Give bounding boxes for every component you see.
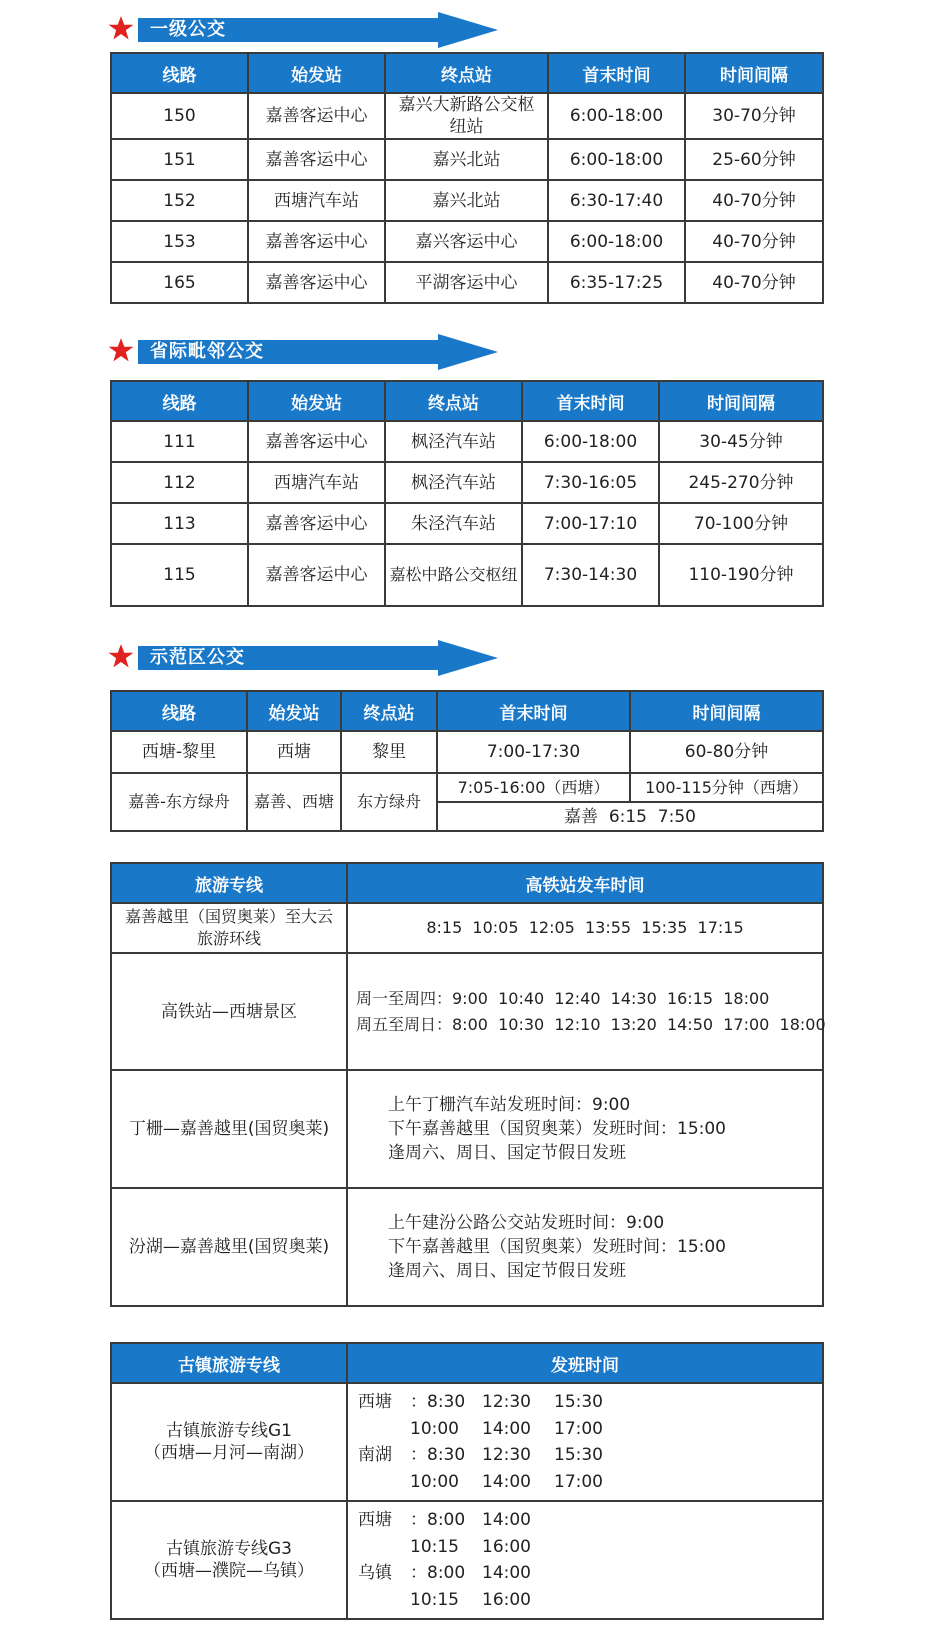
table-row xyxy=(111,262,823,303)
cell: 嘉善客运中心 xyxy=(248,421,385,462)
col-header: 时间间隔 xyxy=(659,381,823,421)
cell: 40-70分钟 xyxy=(685,221,823,262)
time xyxy=(554,1560,626,1587)
time: 10:00 xyxy=(410,1418,459,1439)
cell: 7:05-16:00（西塘） xyxy=(437,773,630,802)
cell: 高铁站—西塘景区 xyxy=(111,953,347,1070)
time: 14:00 xyxy=(482,1471,531,1492)
table-row xyxy=(111,139,823,180)
cell: 40-70分钟 xyxy=(685,180,823,221)
col-header: 始发站 xyxy=(247,691,341,731)
cell: 嘉善、西塘 xyxy=(247,773,341,831)
cell: 嘉兴北站 xyxy=(385,180,548,221)
schedule-line: 逢周六、周日、国定节假日发班 xyxy=(388,1143,626,1163)
cell: 70-100分钟 xyxy=(659,503,823,544)
cell xyxy=(111,1501,347,1619)
cell xyxy=(347,1070,823,1188)
table-interprovincial-bus xyxy=(110,380,824,607)
cell xyxy=(347,953,826,1070)
cell: 汾湖—嘉善越里(国贸奥莱) xyxy=(111,1188,347,1306)
table-row xyxy=(111,1188,823,1306)
table-header-row xyxy=(111,381,823,421)
cell: 7:00-17:10 xyxy=(522,503,659,544)
cell: 嘉善客运中心 xyxy=(248,503,385,544)
time: 14:00 xyxy=(482,1418,531,1439)
cell: 113 xyxy=(111,503,248,544)
time xyxy=(554,1534,626,1561)
schedule-line: 上午丁栅汽车站发班时间：9:00 xyxy=(388,1095,631,1115)
col-header: 高铁站发车时间 xyxy=(347,863,823,903)
cell: 7:00-17:30 xyxy=(437,731,630,773)
cell: 丁栅—嘉善越里(国贸奥莱) xyxy=(111,1070,347,1188)
cell: 嘉善 6:15 7:50 xyxy=(437,802,823,831)
cell: 115 xyxy=(111,544,248,606)
table-header-row xyxy=(111,691,823,731)
cell xyxy=(347,1383,823,1501)
cell: 嘉善客运中心 xyxy=(248,221,385,262)
departure-grid xyxy=(350,1507,820,1613)
cell xyxy=(347,1188,823,1306)
star-icon xyxy=(108,15,134,41)
cell: 嘉善越里（国贸奥莱）至大云旅游环线 xyxy=(111,903,347,953)
table-level1-bus xyxy=(110,52,824,304)
col-header: 时间间隔 xyxy=(685,53,823,93)
cell: 黎里 xyxy=(341,731,437,773)
table-header-row xyxy=(111,53,823,93)
col-header: 古镇旅游专线 xyxy=(111,1343,347,1383)
cell: 西塘汽车站 xyxy=(248,180,385,221)
cell: 60-80分钟 xyxy=(630,731,823,773)
schedule-line: 下午嘉善越里（国贸奥莱）发班时间：15:00 xyxy=(388,1119,726,1139)
table-ancient-town-lines xyxy=(110,1342,824,1620)
cell xyxy=(111,1383,347,1501)
schedule-line: 逢周六、周日、国定节假日发班 xyxy=(388,1261,626,1281)
route-stops: （西塘—月河—南湖） xyxy=(144,1443,314,1463)
col-header: 线路 xyxy=(111,691,247,731)
stop-label: 乌镇 xyxy=(358,1563,392,1583)
section-title: 一级公交 xyxy=(150,19,226,40)
stop-label xyxy=(358,1534,410,1561)
cell: 嘉善客运中心 xyxy=(248,544,385,606)
cell: 6:00-18:00 xyxy=(548,93,685,139)
cell: 245-270分钟 xyxy=(659,462,823,503)
table-row xyxy=(111,93,823,139)
cell: 153 xyxy=(111,221,248,262)
time: 14:00 xyxy=(482,1563,531,1583)
table-row xyxy=(111,180,823,221)
cell: 25-60分钟 xyxy=(685,139,823,180)
cell: 西塘汽车站 xyxy=(248,462,385,503)
cell: 嘉松中路公交枢纽 xyxy=(385,544,522,606)
route-name: 古镇旅游专线G3 xyxy=(166,1539,292,1559)
stop-label xyxy=(358,1469,410,1496)
time: 12:30 xyxy=(482,1392,531,1412)
table-header-row xyxy=(111,1343,823,1383)
departure-grid xyxy=(350,1389,820,1495)
stop-label xyxy=(358,1587,410,1614)
cell: 枫泾汽车站 xyxy=(385,462,522,503)
schedule-line: 上午建汾公路公交站发班时间：9:00 xyxy=(388,1213,665,1233)
cell: 151 xyxy=(111,139,248,180)
stop-label: 西塘 xyxy=(358,1510,392,1530)
cell: 7:30-16:05 xyxy=(522,462,659,503)
time: ：8:00 xyxy=(410,1563,466,1583)
col-header: 发班时间 xyxy=(347,1343,823,1383)
cell: 6:35-17:25 xyxy=(548,262,685,303)
cell xyxy=(347,1501,823,1619)
col-header: 首末时间 xyxy=(522,381,659,421)
cell: 112 xyxy=(111,462,248,503)
cell: 嘉兴客运中心 xyxy=(385,221,548,262)
star-icon xyxy=(108,337,134,363)
cell: 152 xyxy=(111,180,248,221)
time: 15:30 xyxy=(554,1445,603,1465)
cell: 西塘-黎里 xyxy=(111,731,247,773)
time xyxy=(554,1507,626,1534)
col-header: 线路 xyxy=(111,53,248,93)
cell: 100-115分钟（西塘） xyxy=(630,773,823,802)
schedule-line: 周一至周四：9:00 10:40 12:40 14:30 16:15 18:00 xyxy=(356,988,770,1008)
time: 15:30 xyxy=(554,1392,603,1412)
time: 17:00 xyxy=(554,1471,603,1492)
cell: 7:30-14:30 xyxy=(522,544,659,606)
table-row xyxy=(111,421,823,462)
time: 10:15 xyxy=(410,1589,459,1610)
table-tourism-lines xyxy=(110,862,824,1307)
cell: 8:15 10:05 12:05 13:55 15:35 17:15 xyxy=(347,903,823,953)
table-row xyxy=(111,503,823,544)
table-row xyxy=(111,903,823,953)
cell: 6:00-18:00 xyxy=(522,421,659,462)
col-header: 始发站 xyxy=(248,53,385,93)
cell: 40-70分钟 xyxy=(685,262,823,303)
cell: 嘉兴北站 xyxy=(385,139,548,180)
cell: 嘉善客运中心 xyxy=(248,262,385,303)
time: 10:00 xyxy=(410,1471,459,1492)
cell: 6:30-17:40 xyxy=(548,180,685,221)
col-header: 旅游专线 xyxy=(111,863,347,903)
cell: 30-70分钟 xyxy=(685,93,823,139)
time: 12:30 xyxy=(482,1445,531,1465)
col-header: 终点站 xyxy=(385,53,548,93)
table-row xyxy=(111,1501,823,1619)
cell: 6:00-18:00 xyxy=(548,139,685,180)
table-row xyxy=(111,731,823,773)
col-header: 终点站 xyxy=(385,381,522,421)
cell: 嘉善客运中心 xyxy=(248,93,385,139)
table-row xyxy=(111,221,823,262)
cell: 东方绿舟 xyxy=(341,773,437,831)
stop-label: 南湖 xyxy=(358,1445,392,1465)
col-header: 终点站 xyxy=(341,691,437,731)
cell: 嘉善-东方绿舟 xyxy=(111,773,247,831)
time: ：8:00 xyxy=(410,1510,466,1530)
cell: 111 xyxy=(111,421,248,462)
table-header-row xyxy=(111,863,823,903)
section-title: 省际毗邻公交 xyxy=(150,341,264,362)
col-header: 线路 xyxy=(111,381,248,421)
route-name: 古镇旅游专线G1 xyxy=(166,1421,292,1441)
section-title: 示范区公交 xyxy=(150,647,245,668)
time: ：8:30 xyxy=(410,1445,466,1465)
schedule-line: 周五至周日：8:00 10:30 12:10 13:20 14:50 17:00 18:00 xyxy=(356,1014,826,1034)
stop-label xyxy=(358,1416,410,1443)
schedule-line: 下午嘉善越里（国贸奥莱）发班时间：15:00 xyxy=(388,1237,726,1257)
cell: 枫泾汽车站 xyxy=(385,421,522,462)
col-header: 时间间隔 xyxy=(630,691,823,731)
time: 16:00 xyxy=(482,1589,531,1610)
col-header: 始发站 xyxy=(248,381,385,421)
table-row xyxy=(111,1383,823,1501)
table-row xyxy=(111,462,823,503)
cell: 150 xyxy=(111,93,248,139)
col-header: 首末时间 xyxy=(437,691,630,731)
time: 17:00 xyxy=(554,1418,603,1439)
table-row xyxy=(111,544,823,606)
time xyxy=(554,1587,626,1614)
table-row xyxy=(111,773,823,802)
cell: 西塘 xyxy=(247,731,341,773)
table-demo-zone-bus xyxy=(110,690,824,832)
star-icon xyxy=(108,643,134,669)
time: 14:00 xyxy=(482,1510,531,1530)
cell: 165 xyxy=(111,262,248,303)
route-stops: （西塘—濮院—乌镇） xyxy=(144,1561,314,1581)
cell: 平湖客运中心 xyxy=(385,262,548,303)
cell: 30-45分钟 xyxy=(659,421,823,462)
stop-label: 西塘 xyxy=(358,1392,392,1412)
col-header: 首末时间 xyxy=(548,53,685,93)
time: ：8:30 xyxy=(410,1392,466,1412)
table-row xyxy=(111,1070,823,1188)
cell: 嘉兴大新路公交枢纽站 xyxy=(385,93,548,139)
cell: 110-190分钟 xyxy=(659,544,823,606)
cell: 嘉善客运中心 xyxy=(248,139,385,180)
cell: 6:00-18:00 xyxy=(548,221,685,262)
time: 16:00 xyxy=(482,1536,531,1557)
table-row xyxy=(111,953,823,1070)
time: 10:15 xyxy=(410,1536,459,1557)
cell: 朱泾汽车站 xyxy=(385,503,522,544)
